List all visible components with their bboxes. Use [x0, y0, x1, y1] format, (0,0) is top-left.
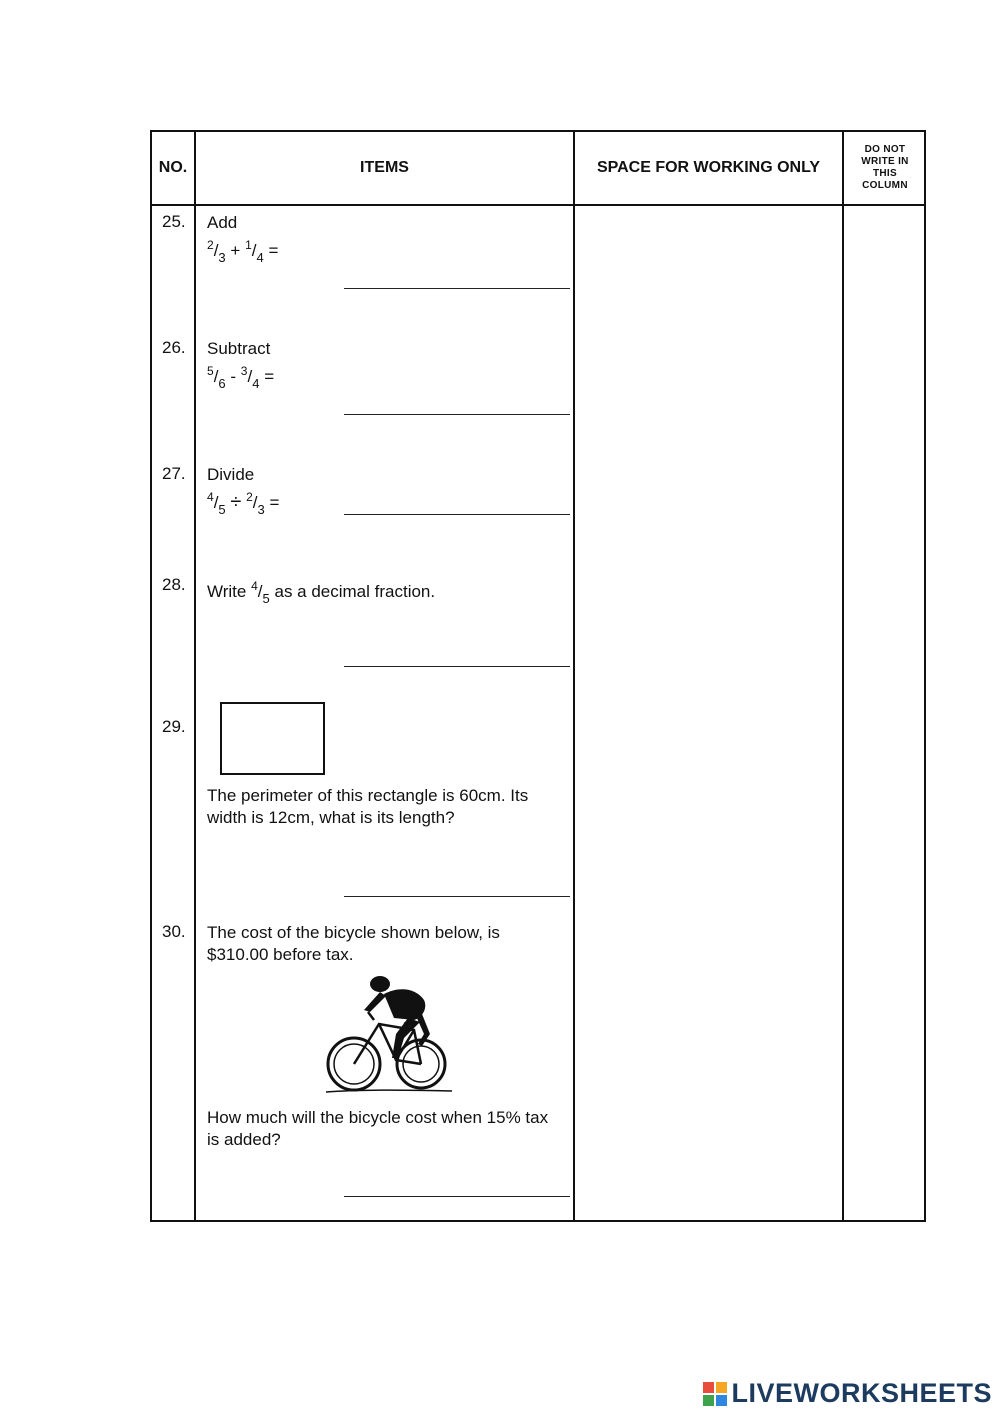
denominator: 3: [257, 502, 265, 517]
fraction: $^4/_5$: [251, 579, 270, 606]
answer-line[interactable]: [344, 896, 570, 897]
question-text: The cost of the bicycle shown below, is: [207, 923, 500, 942]
question-text: as a decimal fraction.: [274, 582, 436, 601]
answer-line[interactable]: [344, 1196, 570, 1197]
numerator: 3: [240, 364, 248, 378]
question-29: [207, 785, 528, 829]
question-text: is added?: [207, 1130, 281, 1149]
numerator: 4: [251, 579, 258, 593]
denominator: 5: [218, 502, 226, 517]
numerator: 2: [207, 238, 214, 252]
denominator: 3: [218, 250, 226, 265]
fraction-expression: $^4/_5 \div ^2/_3$ =: [207, 490, 280, 517]
question-26: [207, 338, 274, 395]
fraction-expression: $^5/_6 - ^3/_4$ =: [207, 364, 275, 391]
answer-line[interactable]: [344, 514, 570, 515]
question-28: [207, 575, 435, 610]
answer-line[interactable]: [344, 414, 570, 415]
question-30-prompt: [207, 1107, 548, 1151]
logo-text: LIVEWORKSHEETS: [731, 1378, 992, 1408]
answer-line[interactable]: [344, 666, 570, 667]
header-items: ITEMS: [360, 159, 409, 176]
denominator: 4: [256, 250, 264, 265]
equals-sign: =: [268, 241, 279, 260]
header-no: NO.: [158, 159, 188, 176]
equals-sign: =: [269, 493, 280, 512]
header-do-not-write-line: DO NOT: [864, 144, 906, 155]
answer-line[interactable]: [344, 288, 570, 289]
operator: ÷: [230, 491, 242, 513]
liveworksheets-logo: [703, 1378, 992, 1409]
header-working: SPACE FOR WORKING ONLY: [596, 159, 821, 176]
operator: +: [230, 241, 241, 260]
denominator: 4: [252, 376, 260, 391]
column-divider: [842, 132, 844, 1220]
question-30-intro: [207, 922, 500, 966]
question-title: Subtract: [207, 339, 271, 358]
question-number: 25.: [162, 212, 186, 231]
numerator: 2: [246, 490, 253, 504]
column-divider: [194, 132, 196, 1220]
header-do-not-write-line: WRITE IN: [861, 156, 909, 167]
header-do-not-write: [844, 132, 926, 204]
question-27: [207, 464, 279, 521]
rectangle-figure: [220, 702, 325, 775]
question-text: How much will the bicycle cost when 15% tax: [207, 1108, 549, 1127]
question-number: 29.: [162, 717, 186, 736]
header-do-not-write-line: COLUMN: [862, 180, 908, 191]
numerator: 5: [207, 364, 214, 378]
worksheet-table: [150, 130, 926, 1222]
operator: -: [230, 367, 237, 386]
numerator: 4: [207, 490, 214, 504]
question-number: 30.: [162, 922, 186, 941]
question-title: Divide: [207, 465, 255, 484]
question-text: Write: [207, 582, 247, 601]
numerator: 1: [245, 238, 252, 252]
column-divider: [573, 132, 575, 1220]
logo-icon: [703, 1382, 727, 1406]
question-title: Add: [207, 213, 238, 232]
question-25: [207, 212, 278, 269]
equals-sign: =: [264, 367, 275, 386]
rider-helmet: [370, 976, 390, 992]
question-text: $310.00 before tax.: [207, 945, 354, 964]
question-number: 27.: [162, 464, 186, 483]
question-number: 28.: [162, 575, 186, 594]
bicycle-rider-illustration: [324, 972, 454, 1097]
question-number: 26.: [162, 338, 186, 357]
header-divider: [152, 204, 924, 206]
question-text: width is 12cm, what is its length?: [207, 808, 455, 827]
fraction-expression: $^2/_3 + ^1/_4$ =: [207, 238, 279, 265]
denominator: 6: [218, 376, 226, 391]
question-text: The perimeter of this rectangle is 60cm. Its: [207, 786, 529, 805]
denominator: 5: [262, 591, 270, 606]
header-do-not-write-line: THIS: [873, 168, 897, 179]
